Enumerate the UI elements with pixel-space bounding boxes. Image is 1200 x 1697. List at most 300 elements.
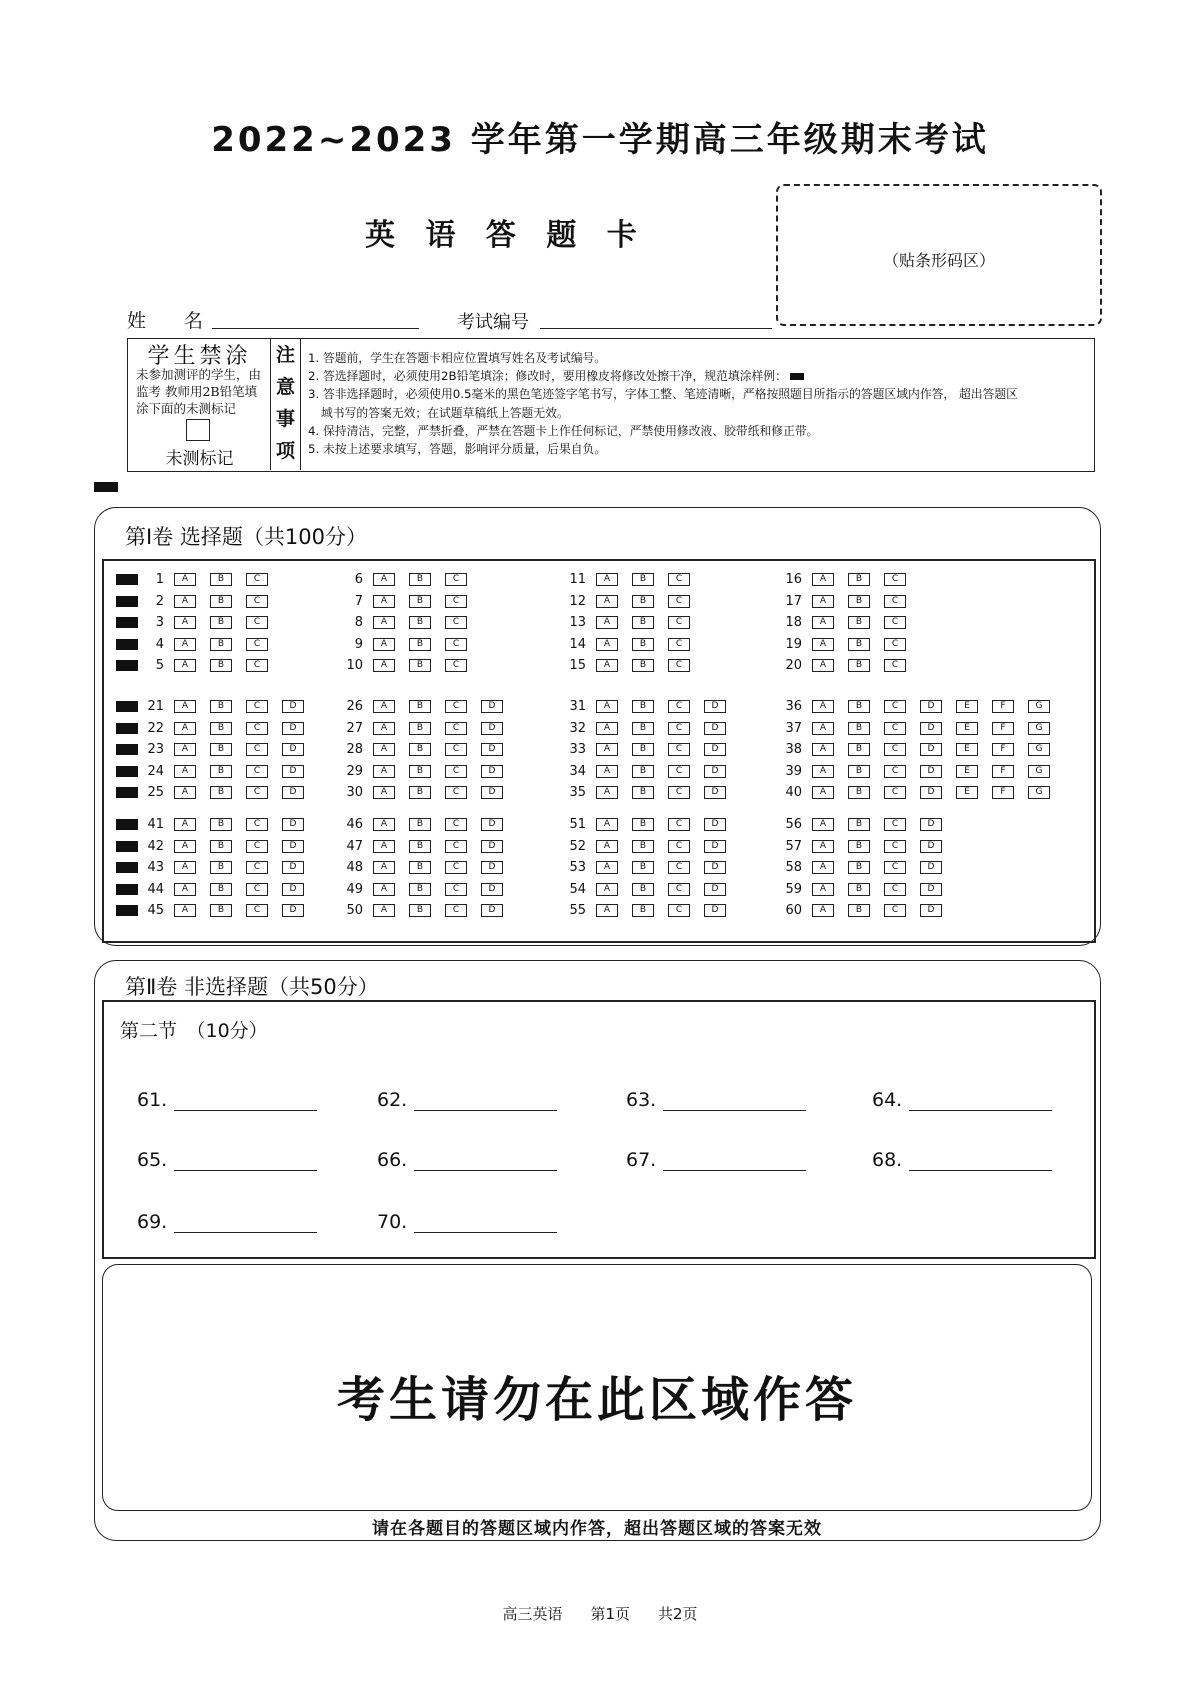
timing-mark (116, 819, 138, 830)
option-bubble-b[interactable]: B (848, 743, 870, 756)
question-number: 43 (147, 860, 164, 876)
option-bubble-c[interactable]: C (668, 883, 690, 896)
option-bubble-a[interactable]: A (174, 765, 196, 778)
option-bubble-d[interactable]: D (704, 722, 726, 735)
option-bubble-c[interactable]: C (445, 840, 467, 853)
option-bubble-c[interactable]: C (884, 904, 906, 917)
option-bubble-a[interactable]: A (373, 883, 395, 896)
option-bubble-b[interactable]: B (848, 700, 870, 713)
option-bubble-a[interactable]: A (812, 861, 834, 874)
option-bubble-a[interactable]: A (596, 659, 618, 672)
option-bubble-a[interactable]: A (812, 595, 834, 608)
option-bubble-b[interactable]: B (632, 904, 654, 917)
option-bubble-a[interactable]: A (812, 743, 834, 756)
option-bubble-e[interactable]: E (956, 700, 978, 713)
fill-item-label: 69. (137, 1211, 168, 1233)
option-bubble-a[interactable]: A (174, 743, 196, 756)
option-bubble-a[interactable]: A (373, 722, 395, 735)
absent-mark-checkbox[interactable] (186, 419, 210, 441)
question-number: 36 (785, 699, 802, 714)
option-bubble-a[interactable]: A (373, 638, 395, 651)
option-bubble-g[interactable]: G (1028, 743, 1050, 756)
notice-item: 4. 保持清洁，完整，严禁折叠，严禁在答题卡上作任何标记，严禁使用修改液、胶带纸和修正带。 (308, 423, 819, 438)
option-bubble-b[interactable]: B (632, 786, 654, 799)
answer-line[interactable] (663, 1170, 806, 1171)
question-number: 46 (346, 817, 363, 832)
notice-item: 域书写的答案无效；在试题草稿纸上答题无效。 (321, 405, 569, 420)
option-bubble-c[interactable]: C (246, 786, 268, 799)
option-bubble-a[interactable]: A (174, 904, 196, 917)
question-number: 4 (155, 636, 164, 652)
question-number: 8 (354, 615, 363, 631)
option-bubble-b[interactable]: B (409, 818, 431, 831)
option-bubble-a[interactable]: A (812, 786, 834, 799)
option-bubble-c[interactable]: C (884, 659, 906, 672)
option-bubble-b[interactable]: B (632, 616, 654, 629)
option-bubble-d[interactable]: D (920, 840, 942, 853)
option-bubble-b[interactable]: B (409, 743, 431, 756)
option-bubble-b[interactable]: B (409, 616, 431, 629)
option-bubble-d[interactable]: D (704, 765, 726, 778)
option-bubble-a[interactable]: A (812, 700, 834, 713)
option-bubble-a[interactable]: A (174, 722, 196, 735)
option-bubble-a[interactable]: A (373, 616, 395, 629)
option-bubble-b[interactable]: B (409, 904, 431, 917)
option-bubble-c[interactable]: C (668, 638, 690, 651)
option-bubble-b[interactable]: B (632, 595, 654, 608)
option-bubble-c[interactable]: C (884, 616, 906, 629)
footer-total: 共2页 (658, 1605, 698, 1623)
option-bubble-a[interactable]: A (596, 616, 618, 629)
option-bubble-b[interactable]: B (848, 818, 870, 831)
option-bubble-d[interactable]: D (282, 883, 304, 896)
option-bubble-d[interactable]: D (481, 818, 503, 831)
question-number: 18 (785, 615, 802, 631)
option-bubble-b[interactable]: B (848, 638, 870, 651)
option-bubble-b[interactable]: B (210, 573, 232, 586)
option-bubble-c[interactable]: C (668, 616, 690, 629)
option-bubble-a[interactable]: A (373, 818, 395, 831)
timing-mark (116, 862, 138, 873)
question-number: 13 (569, 615, 586, 631)
option-bubble-d[interactable]: D (481, 904, 503, 917)
option-bubble-a[interactable]: A (812, 573, 834, 586)
option-bubble-c[interactable]: C (884, 818, 906, 831)
question-number: 17 (785, 593, 802, 609)
answer-line[interactable] (909, 1110, 1052, 1111)
option-bubble-a[interactable]: A (812, 904, 834, 917)
answer-line[interactable] (414, 1232, 557, 1233)
name-field[interactable] (212, 327, 419, 329)
option-bubble-c[interactable]: C (668, 595, 690, 608)
option-bubble-c[interactable]: C (246, 818, 268, 831)
option-bubble-c[interactable]: C (668, 904, 690, 917)
option-bubble-d[interactable]: D (282, 722, 304, 735)
option-bubble-a[interactable]: A (373, 765, 395, 778)
option-bubble-c[interactable]: C (668, 786, 690, 799)
option-bubble-a[interactable]: A (174, 818, 196, 831)
option-bubble-c[interactable]: C (445, 904, 467, 917)
option-bubble-b[interactable]: B (632, 573, 654, 586)
option-bubble-b[interactable]: B (848, 573, 870, 586)
option-bubble-b[interactable]: B (210, 765, 232, 778)
question-number: 15 (569, 658, 586, 674)
option-bubble-d[interactable]: D (920, 743, 942, 756)
question-number: 30 (346, 785, 363, 801)
question-number: 10 (346, 658, 363, 674)
name-label: 姓 名 (127, 310, 204, 332)
option-bubble-b[interactable]: B (409, 722, 431, 735)
option-bubble-e[interactable]: E (956, 786, 978, 799)
option-bubble-g[interactable]: G (1028, 722, 1050, 735)
option-bubble-c[interactable]: C (445, 818, 467, 831)
fill-item-label: 66. (377, 1149, 408, 1171)
student-forbidden-area (128, 339, 271, 470)
option-bubble-b[interactable]: B (210, 904, 232, 917)
fill-item-label: 64. (872, 1089, 903, 1111)
option-bubble-a[interactable]: A (174, 840, 196, 853)
option-bubble-b[interactable]: B (409, 659, 431, 672)
option-bubble-a[interactable]: A (373, 786, 395, 799)
option-bubble-c[interactable]: C (445, 786, 467, 799)
option-bubble-b[interactable]: B (409, 786, 431, 799)
option-bubble-c[interactable]: C (884, 638, 906, 651)
option-bubble-c[interactable]: C (246, 904, 268, 917)
option-bubble-b[interactable]: B (409, 883, 431, 896)
option-bubble-c[interactable]: C (445, 659, 467, 672)
option-bubble-b[interactable]: B (848, 659, 870, 672)
option-bubble-d[interactable]: D (920, 765, 942, 778)
option-bubble-c[interactable]: C (445, 595, 467, 608)
question-number: 33 (569, 742, 586, 758)
option-bubble-b[interactable]: B (632, 840, 654, 853)
option-bubble-c[interactable]: C (246, 616, 268, 629)
option-bubble-d[interactable]: D (481, 743, 503, 756)
answer-line[interactable] (414, 1170, 557, 1171)
option-bubble-c[interactable]: C (668, 765, 690, 778)
option-bubble-b[interactable]: B (848, 883, 870, 896)
option-bubble-c[interactable]: C (246, 595, 268, 608)
option-bubble-d[interactable]: D (282, 700, 304, 713)
answer-line[interactable] (174, 1170, 317, 1171)
option-bubble-b[interactable]: B (632, 765, 654, 778)
option-bubble-f[interactable]: F (992, 722, 1014, 735)
option-bubble-c[interactable]: C (246, 722, 268, 735)
option-bubble-a[interactable]: A (596, 573, 618, 586)
option-bubble-a[interactable]: A (174, 595, 196, 608)
option-bubble-f[interactable]: F (992, 700, 1014, 713)
option-bubble-c[interactable]: C (445, 743, 467, 756)
option-bubble-d[interactable]: D (704, 743, 726, 756)
option-bubble-c[interactable]: C (884, 861, 906, 874)
option-bubble-a[interactable]: A (596, 700, 618, 713)
option-bubble-b[interactable]: B (409, 765, 431, 778)
question-number: 9 (354, 636, 363, 652)
option-bubble-c[interactable]: C (668, 573, 690, 586)
option-bubble-a[interactable]: A (812, 638, 834, 651)
option-bubble-d[interactable]: D (704, 700, 726, 713)
answer-line[interactable] (174, 1232, 317, 1233)
option-bubble-g[interactable]: G (1028, 700, 1050, 713)
option-bubble-c[interactable]: C (246, 700, 268, 713)
option-bubble-f[interactable]: F (992, 765, 1014, 778)
option-bubble-b[interactable]: B (848, 904, 870, 917)
option-bubble-a[interactable]: A (596, 743, 618, 756)
question-number: 5 (155, 658, 164, 674)
option-bubble-c[interactable]: C (668, 743, 690, 756)
option-bubble-c[interactable]: C (884, 700, 906, 713)
option-bubble-a[interactable]: A (596, 840, 618, 853)
option-bubble-a[interactable]: A (373, 573, 395, 586)
option-bubble-b[interactable]: B (409, 700, 431, 713)
option-bubble-d[interactable]: D (920, 904, 942, 917)
timing-mark (116, 905, 138, 916)
option-bubble-c[interactable]: C (668, 700, 690, 713)
option-bubble-a[interactable]: A (596, 904, 618, 917)
option-bubble-d[interactable]: D (481, 700, 503, 713)
option-bubble-c[interactable]: C (668, 840, 690, 853)
option-bubble-c[interactable]: C (884, 765, 906, 778)
fill-item-69 (137, 1211, 167, 1237)
option-bubble-b[interactable]: B (632, 818, 654, 831)
timing-mark (116, 701, 138, 712)
part-title: 第二节 （10分） (120, 1020, 268, 1042)
option-bubble-f[interactable]: F (992, 743, 1014, 756)
option-bubble-d[interactable]: D (920, 861, 942, 874)
option-bubble-d[interactable]: D (282, 743, 304, 756)
option-bubble-b[interactable]: B (210, 786, 232, 799)
option-bubble-d[interactable]: D (481, 883, 503, 896)
option-bubble-c[interactable]: C (445, 861, 467, 874)
option-bubble-d[interactable]: D (920, 786, 942, 799)
option-bubble-c[interactable]: C (445, 722, 467, 735)
timing-mark (116, 744, 138, 755)
option-bubble-a[interactable]: A (174, 573, 196, 586)
option-bubble-a[interactable]: A (174, 700, 196, 713)
option-bubble-b[interactable]: B (632, 638, 654, 651)
option-bubble-b[interactable]: B (848, 722, 870, 735)
option-bubble-c[interactable]: C (445, 700, 467, 713)
option-bubble-b[interactable]: B (409, 638, 431, 651)
timing-mark (116, 596, 138, 607)
option-bubble-a[interactable]: A (373, 840, 395, 853)
option-bubble-a[interactable]: A (812, 722, 834, 735)
footer-subject: 高三英语 (502, 1605, 563, 1623)
option-bubble-b[interactable]: B (210, 743, 232, 756)
option-bubble-b[interactable]: B (848, 616, 870, 629)
option-bubble-d[interactable]: D (481, 765, 503, 778)
option-bubble-d[interactable]: D (282, 904, 304, 917)
option-bubble-c[interactable]: C (884, 743, 906, 756)
option-bubble-b[interactable]: B (210, 616, 232, 629)
exam-id-field[interactable] (540, 327, 772, 329)
option-bubble-a[interactable]: A (812, 765, 834, 778)
fill-in-area (102, 1000, 1096, 1259)
option-bubble-b[interactable]: B (632, 743, 654, 756)
option-bubble-g[interactable]: G (1028, 786, 1050, 799)
option-bubble-b[interactable]: B (409, 595, 431, 608)
option-bubble-c[interactable]: C (246, 840, 268, 853)
option-bubble-d[interactable]: D (920, 818, 942, 831)
option-bubble-c[interactable]: C (884, 573, 906, 586)
option-bubble-d[interactable]: D (920, 883, 942, 896)
option-bubble-a[interactable]: A (596, 638, 618, 651)
option-bubble-c[interactable]: C (884, 786, 906, 799)
notice-heading (271, 339, 301, 470)
option-bubble-a[interactable]: A (373, 904, 395, 917)
option-bubble-c[interactable]: C (445, 573, 467, 586)
option-bubble-b[interactable]: B (409, 840, 431, 853)
fill-item-label: 61. (137, 1089, 168, 1111)
option-bubble-b[interactable]: B (848, 765, 870, 778)
option-bubble-b[interactable]: B (210, 638, 232, 651)
option-bubble-a[interactable]: A (596, 595, 618, 608)
option-bubble-b[interactable]: B (210, 659, 232, 672)
option-bubble-a[interactable]: A (373, 861, 395, 874)
answer-line[interactable] (909, 1170, 1052, 1171)
timing-mark (116, 723, 138, 734)
question-number: 21 (147, 699, 164, 714)
notice-head-char: 注 (275, 344, 295, 366)
option-bubble-e[interactable]: E (956, 743, 978, 756)
option-bubble-a[interactable]: A (596, 818, 618, 831)
option-bubble-d[interactable]: D (704, 840, 726, 853)
fill-item-70 (377, 1211, 407, 1237)
option-bubble-d[interactable]: D (481, 861, 503, 874)
fill-item-68 (872, 1149, 902, 1175)
option-bubble-d[interactable]: D (481, 722, 503, 735)
option-bubble-c[interactable]: C (668, 818, 690, 831)
option-bubble-b[interactable]: B (848, 861, 870, 874)
question-number: 42 (147, 838, 164, 854)
option-bubble-c[interactable]: C (445, 883, 467, 896)
option-bubble-c[interactable]: C (884, 840, 906, 853)
option-bubble-c[interactable]: C (884, 595, 906, 608)
option-bubble-c[interactable]: C (445, 638, 467, 651)
option-bubble-a[interactable]: A (174, 616, 196, 629)
option-bubble-c[interactable]: C (668, 722, 690, 735)
option-bubble-a[interactable]: A (174, 861, 196, 874)
option-bubble-b[interactable]: B (632, 861, 654, 874)
option-bubble-a[interactable]: A (596, 883, 618, 896)
option-bubble-d[interactable]: D (282, 786, 304, 799)
answer-line[interactable] (414, 1110, 557, 1111)
option-bubble-b[interactable]: B (210, 595, 232, 608)
page-footer (0, 1603, 1200, 1624)
option-bubble-b[interactable]: B (210, 722, 232, 735)
option-bubble-b[interactable]: B (632, 700, 654, 713)
option-bubble-a[interactable]: A (812, 883, 834, 896)
option-bubble-a[interactable]: A (373, 595, 395, 608)
question-number: 1 (155, 572, 164, 587)
timing-mark (116, 617, 138, 628)
option-bubble-b[interactable]: B (210, 861, 232, 874)
option-bubble-a[interactable]: A (812, 818, 834, 831)
option-bubble-c[interactable]: C (246, 765, 268, 778)
option-bubble-a[interactable]: A (174, 638, 196, 651)
option-bubble-b[interactable]: B (210, 818, 232, 831)
option-bubble-b[interactable]: B (210, 883, 232, 896)
option-bubble-a[interactable]: A (596, 765, 618, 778)
option-bubble-a[interactable]: A (174, 786, 196, 799)
option-bubble-c[interactable]: C (445, 616, 467, 629)
option-bubble-d[interactable]: D (704, 818, 726, 831)
option-bubble-d[interactable]: D (481, 786, 503, 799)
option-bubble-c[interactable]: C (246, 883, 268, 896)
option-bubble-c[interactable]: C (668, 861, 690, 874)
option-bubble-d[interactable]: D (920, 722, 942, 735)
answer-line[interactable] (663, 1110, 806, 1111)
option-bubble-a[interactable]: A (373, 659, 395, 672)
option-bubble-b[interactable]: B (632, 883, 654, 896)
option-bubble-b[interactable]: B (632, 659, 654, 672)
option-bubble-c[interactable]: C (246, 743, 268, 756)
option-bubble-b[interactable]: B (848, 786, 870, 799)
option-bubble-f[interactable]: F (992, 786, 1014, 799)
option-bubble-d[interactable]: D (282, 861, 304, 874)
option-bubble-e[interactable]: E (956, 722, 978, 735)
option-bubble-a[interactable]: A (373, 700, 395, 713)
option-bubble-b[interactable]: B (632, 722, 654, 735)
question-number: 7 (354, 593, 363, 609)
option-bubble-d[interactable]: D (282, 765, 304, 778)
option-bubble-b[interactable]: B (210, 840, 232, 853)
option-bubble-c[interactable]: C (884, 883, 906, 896)
option-bubble-b[interactable]: B (848, 595, 870, 608)
option-bubble-d[interactable]: D (920, 700, 942, 713)
option-bubble-e[interactable]: E (956, 765, 978, 778)
barcode-area (776, 184, 1102, 326)
option-bubble-c[interactable]: C (884, 722, 906, 735)
option-bubble-c[interactable]: C (246, 659, 268, 672)
option-bubble-b[interactable]: B (848, 840, 870, 853)
option-bubble-b[interactable]: B (210, 700, 232, 713)
footer-page: 第1页 (590, 1605, 630, 1623)
answer-line[interactable] (174, 1110, 317, 1111)
option-bubble-d[interactable]: D (481, 840, 503, 853)
option-bubble-c[interactable]: C (445, 765, 467, 778)
section1-title: 第Ⅰ卷 选择题（共100分） (125, 525, 367, 549)
option-bubble-b[interactable]: B (409, 573, 431, 586)
option-bubble-a[interactable]: A (812, 659, 834, 672)
option-bubble-d[interactable]: D (704, 786, 726, 799)
question-number: 14 (569, 636, 586, 652)
option-bubble-a[interactable]: A (812, 616, 834, 629)
fill-item-label: 65. (137, 1149, 168, 1171)
option-bubble-a[interactable]: A (373, 743, 395, 756)
option-bubble-d[interactable]: D (704, 904, 726, 917)
option-bubble-c[interactable]: C (668, 659, 690, 672)
option-bubble-a[interactable]: A (174, 659, 196, 672)
notice-item: 5. 未按上述要求填写，答题，影响评分质量，后果自负。 (308, 442, 607, 457)
option-bubble-g[interactable]: G (1028, 765, 1050, 778)
option-bubble-d[interactable]: D (704, 861, 726, 874)
option-bubble-d[interactable]: D (704, 883, 726, 896)
option-bubble-a[interactable]: A (174, 883, 196, 896)
option-bubble-a[interactable]: A (812, 840, 834, 853)
option-bubble-c[interactable]: C (246, 861, 268, 874)
forbid-title: 学生禁涂 (147, 344, 252, 369)
option-bubble-a[interactable]: A (596, 786, 618, 799)
answer-area-notice: 请在各题目的答题区域内作答，超出答题区域的答案无效 (372, 1519, 822, 1539)
option-bubble-b[interactable]: B (409, 861, 431, 874)
option-bubble-c[interactable]: C (246, 638, 268, 651)
option-bubble-a[interactable]: A (596, 861, 618, 874)
option-bubble-d[interactable]: D (282, 818, 304, 831)
option-bubble-a[interactable]: A (596, 722, 618, 735)
option-bubble-c[interactable]: C (246, 573, 268, 586)
option-bubble-d[interactable]: D (282, 840, 304, 853)
